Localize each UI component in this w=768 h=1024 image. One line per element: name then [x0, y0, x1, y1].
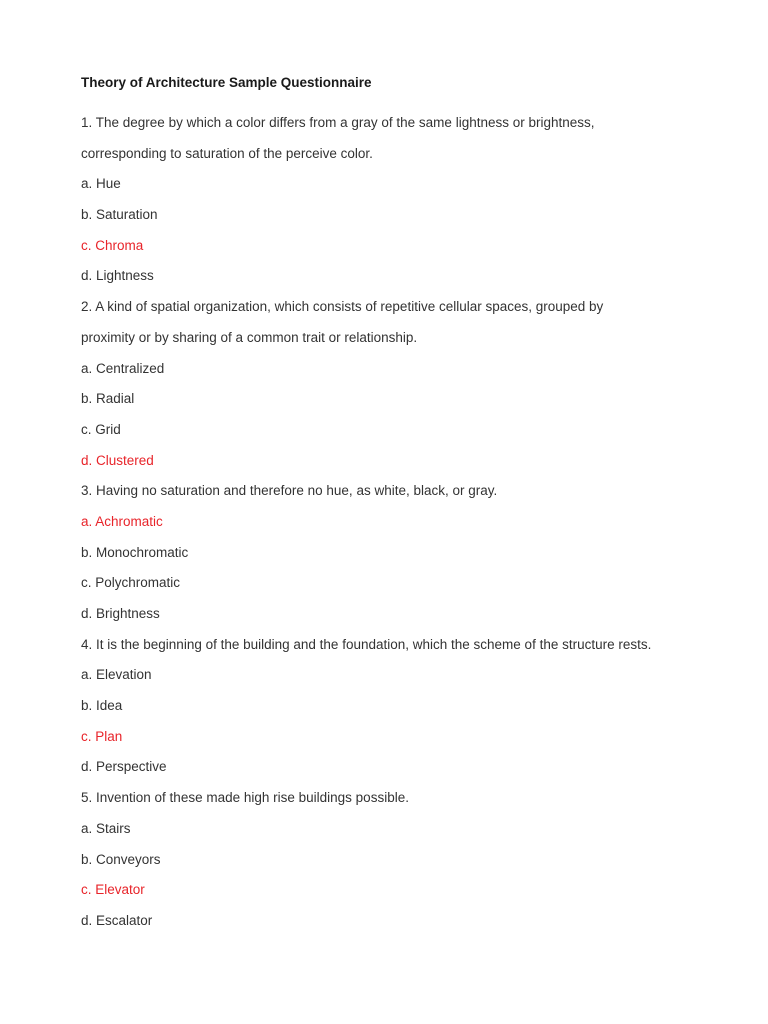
choice-option: b. Saturation	[81, 207, 158, 223]
question-prompt-line: 1. The degree by which a color differs from a gray of the same lightness or brightness,	[81, 115, 595, 130]
choice-option: c. Grid	[81, 421, 121, 437]
choice-option: a. Stairs	[81, 820, 131, 836]
question-prompt-line: 2. A kind of spatial organization, which consists of repetitive cellular spaces, grouped by	[81, 299, 604, 315]
choice-option: b. Conveyors	[81, 851, 161, 867]
choice-option: a. Centralized	[81, 360, 165, 376]
choice-option: b. Monochromatic	[81, 544, 189, 560]
choice-option: d. Escalator	[81, 912, 153, 928]
choice-option: c. Polychromatic	[81, 575, 181, 591]
answer-option: c. Plan	[81, 728, 123, 744]
questionnaire-content	[81, 73, 701, 942]
question-prompt-line: proximity or by sharing of a common trait or relationship.	[81, 329, 418, 345]
choice-option: d. Brightness	[81, 606, 160, 621]
question-block	[81, 635, 701, 778]
question-block	[81, 788, 701, 931]
choice-option: a. Hue	[81, 176, 121, 192]
question-prompt-line: 5. Invention of these made high rise buildings possible.	[81, 790, 409, 806]
question-list	[81, 113, 701, 931]
choice-option: b. Radial	[81, 391, 135, 407]
choice-option: a. Elevation	[81, 667, 152, 683]
choice-option: d. Lightness	[81, 268, 154, 284]
answer-option: a. Achromatic	[81, 513, 163, 529]
choice-option: b. Idea	[81, 698, 123, 714]
question-prompt-line: corresponding to saturation of the perceive color.	[81, 145, 373, 161]
question-block	[81, 297, 701, 470]
answer-option: c. Chroma	[81, 237, 144, 253]
question-prompt-line: 3. Having no saturation and therefore no hue, as white, black, or gray.	[81, 483, 498, 499]
question-block	[81, 113, 701, 286]
answer-option: c. Elevator	[81, 882, 145, 898]
choice-option: d. Perspective	[81, 759, 167, 775]
question-prompt-line: 4. It is the beginning of the building and the foundation, which the scheme of the structure rests.	[81, 636, 652, 652]
question-block	[81, 481, 701, 624]
answer-option: d. Clustered	[81, 452, 154, 468]
document-title: Theory of Architecture Sample Questionnaire	[81, 75, 372, 90]
